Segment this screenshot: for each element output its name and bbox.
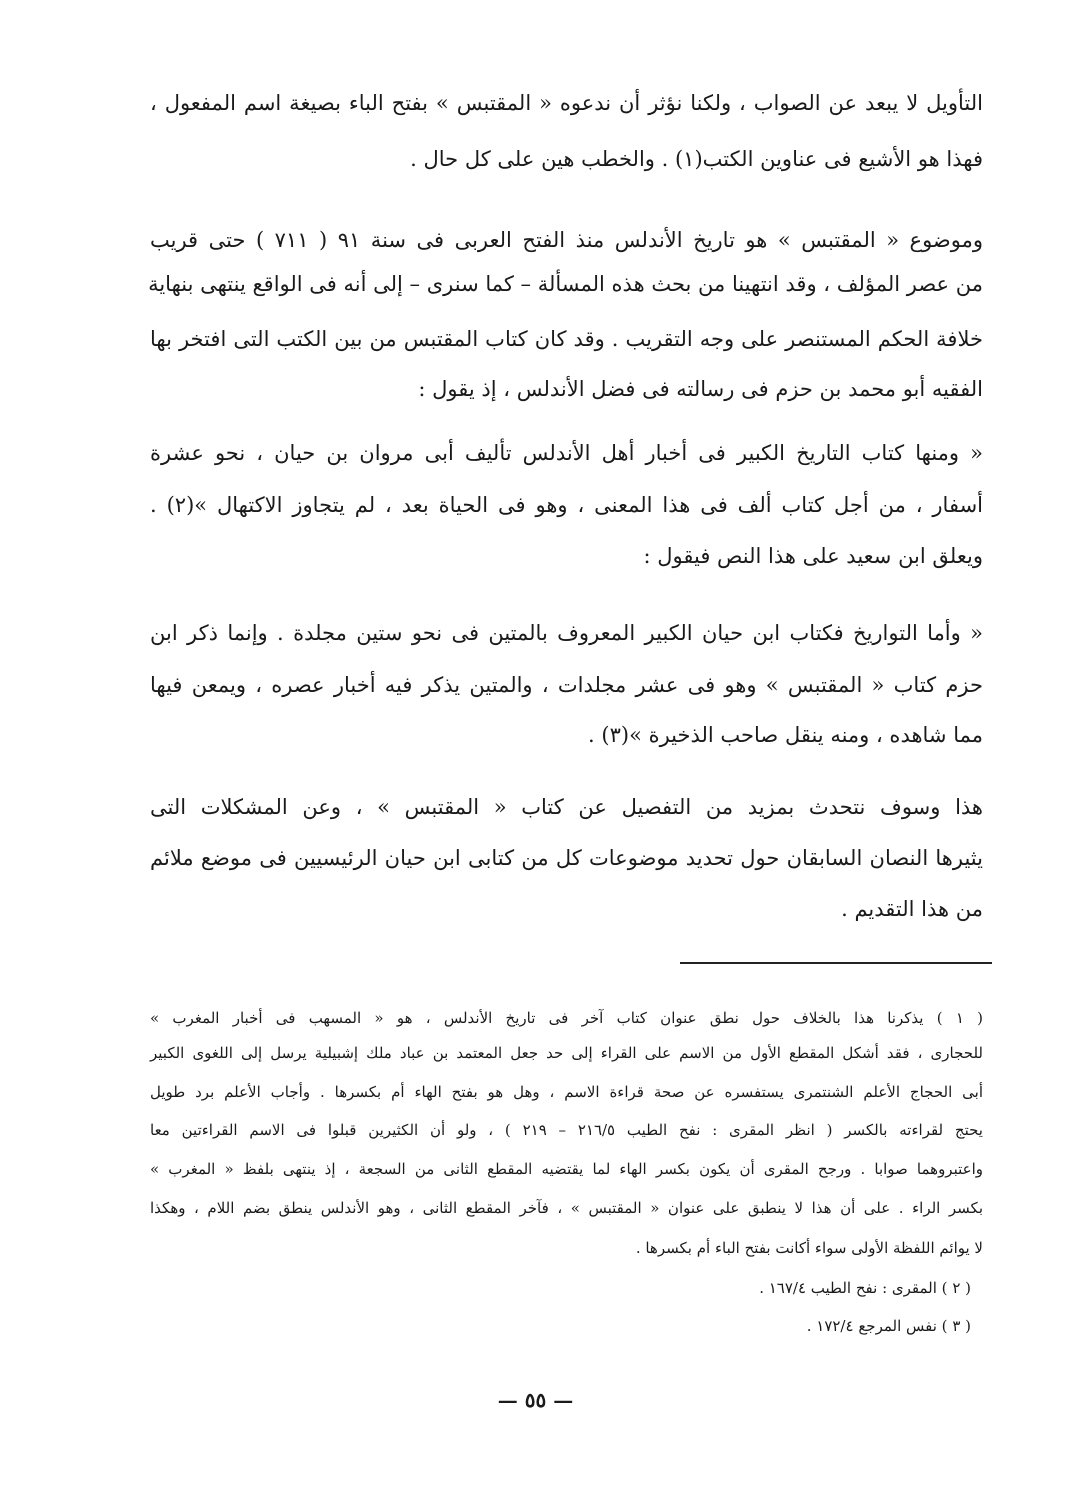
body-line-4: من عصر المؤلف ، وقد انتهينا من بحث هذه المسألة – كما سنرى – إلى أنه فى الواقع ينتهى بنهاية: [148, 272, 983, 296]
body-line-2: فهذا هو الأشيع فى عناوين الكتب(١) . والخطب هين على كل حال .: [410, 147, 983, 171]
page-number: — ٥٥ —: [497, 1388, 574, 1412]
body-line-7: « ومنها كتاب التاريخ الكبير فى أخبار أهل الأندلس تأليف أبى مروان بن حيان ، نحو عشرة: [150, 441, 983, 465]
footnote-line-5: واعتبروهما صوابا . ورجح المقرى أن يكون بكسر الهاء لما يقتضيه المقطع الثانى من السجعة ، إذ ينتهى بلفظ « المغرب »: [150, 1160, 983, 1178]
body-line-12: مما شاهده ، ومنه ينقل صاحب الذخيرة »(٣) .: [588, 723, 983, 747]
body-line-8: أسفار ، من أجل كتاب ألف فى هذا المعنى ، وهو فى الحياة بعد ، لم يتجاوز الاكتهال »(٢) .: [150, 493, 983, 517]
footnote-line-4: يحتج لقراءته بالكسر ( انظر المقرى : نفح الطيب ٢١٦/٥ – ٢١٩ ) ، ولو أن الكثيرين قبلوا فى الاسم القراءتين معا: [150, 1121, 983, 1139]
body-line-15: من هذا التقديم .: [841, 897, 983, 921]
body-line-13: هذا وسوف نتحدث بمزيد من التفصيل عن كتاب « المقتبس » ، وعن المشكلات التى: [150, 795, 983, 819]
body-line-11: حزم كتاب « المقتبس » وهو فى عشر مجلدات ، والمتين يذكر فيه أخبار عصره ، ويمعن فيها: [150, 673, 983, 697]
body-line-10: « وأما التواريخ فكتاب ابن حيان الكبير المعروف بالمتين فى نحو ستين مجلدة . وإنما ذكر ابن: [150, 621, 983, 645]
footnote-line-1: ( ١ ) يذكرنا هذا بالخلاف حول نطق عنوان كتاب آخر فى تاريخ الأندلس ، هو « المسهب فى أخبار المغرب »: [150, 1009, 983, 1027]
footnote-line-3: أبى الحجاج الأعلم الشنتمرى يستفسره عن صحة قراءة الاسم ، وهل هو بفتح الهاء أم بكسرها . وأجاب الأعلم برد طويل: [150, 1083, 983, 1101]
body-line-1: التأويل لا يبعد عن الصواب ، ولكنا نؤثر أن ندعوه « المقتبس » بفتح الباء بصيغة اسم المفعول ،: [150, 91, 983, 115]
footnote-line-9: ( ٣ ) نفس المرجع ١٧٢/٤ .: [806, 1317, 971, 1335]
body-line-5: خلافة الحكم المستنصر على وجه التقريب . وقد كان كتاب المقتبس من بين الكتب التى افتخر بها: [150, 327, 983, 351]
footnote-separator: [680, 962, 992, 964]
footnote-line-7: لا يوائم اللفظة الأولى سواء أكانت بفتح الباء أم بكسرها .: [635, 1239, 983, 1257]
body-line-9: ويعلق ابن سعيد على هذا النص فيقول :: [643, 544, 983, 568]
body-line-6: الفقيه أبو محمد بن حزم فى رسالته فى فضل الأندلس ، إذ يقول :: [418, 377, 983, 401]
footnote-line-2: للحجارى ، فقد أشكل المقطع الأول من الاسم على القراء إلى حد جعل المعتمد بن عباد ملك إشبيلية يرسل إلى اللغوى الكبير: [150, 1044, 983, 1062]
footnote-line-8: ( ٢ ) المقرى : نفح الطيب ١٦٧/٤ .: [759, 1279, 971, 1297]
body-line-14: يثيرها النصان السابقان حول تحديد موضوعات كل من كتابى ابن حيان الرئيسيين فى موضع ملائم: [150, 846, 983, 870]
footnote-line-6: بكسر الراء . على أن هذا لا ينطبق على عنوان « المقتبس » ، فآخر المقطع الثانى ، وهو الأندلس ينطق بضم اللام ، وهكذا: [150, 1199, 983, 1217]
body-line-3: وموضوع « المقتبس » هو تاريخ الأندلس منذ الفتح العربى فى سنة ٩١ ( ٧١١ ) حتى قريب: [150, 228, 984, 252]
